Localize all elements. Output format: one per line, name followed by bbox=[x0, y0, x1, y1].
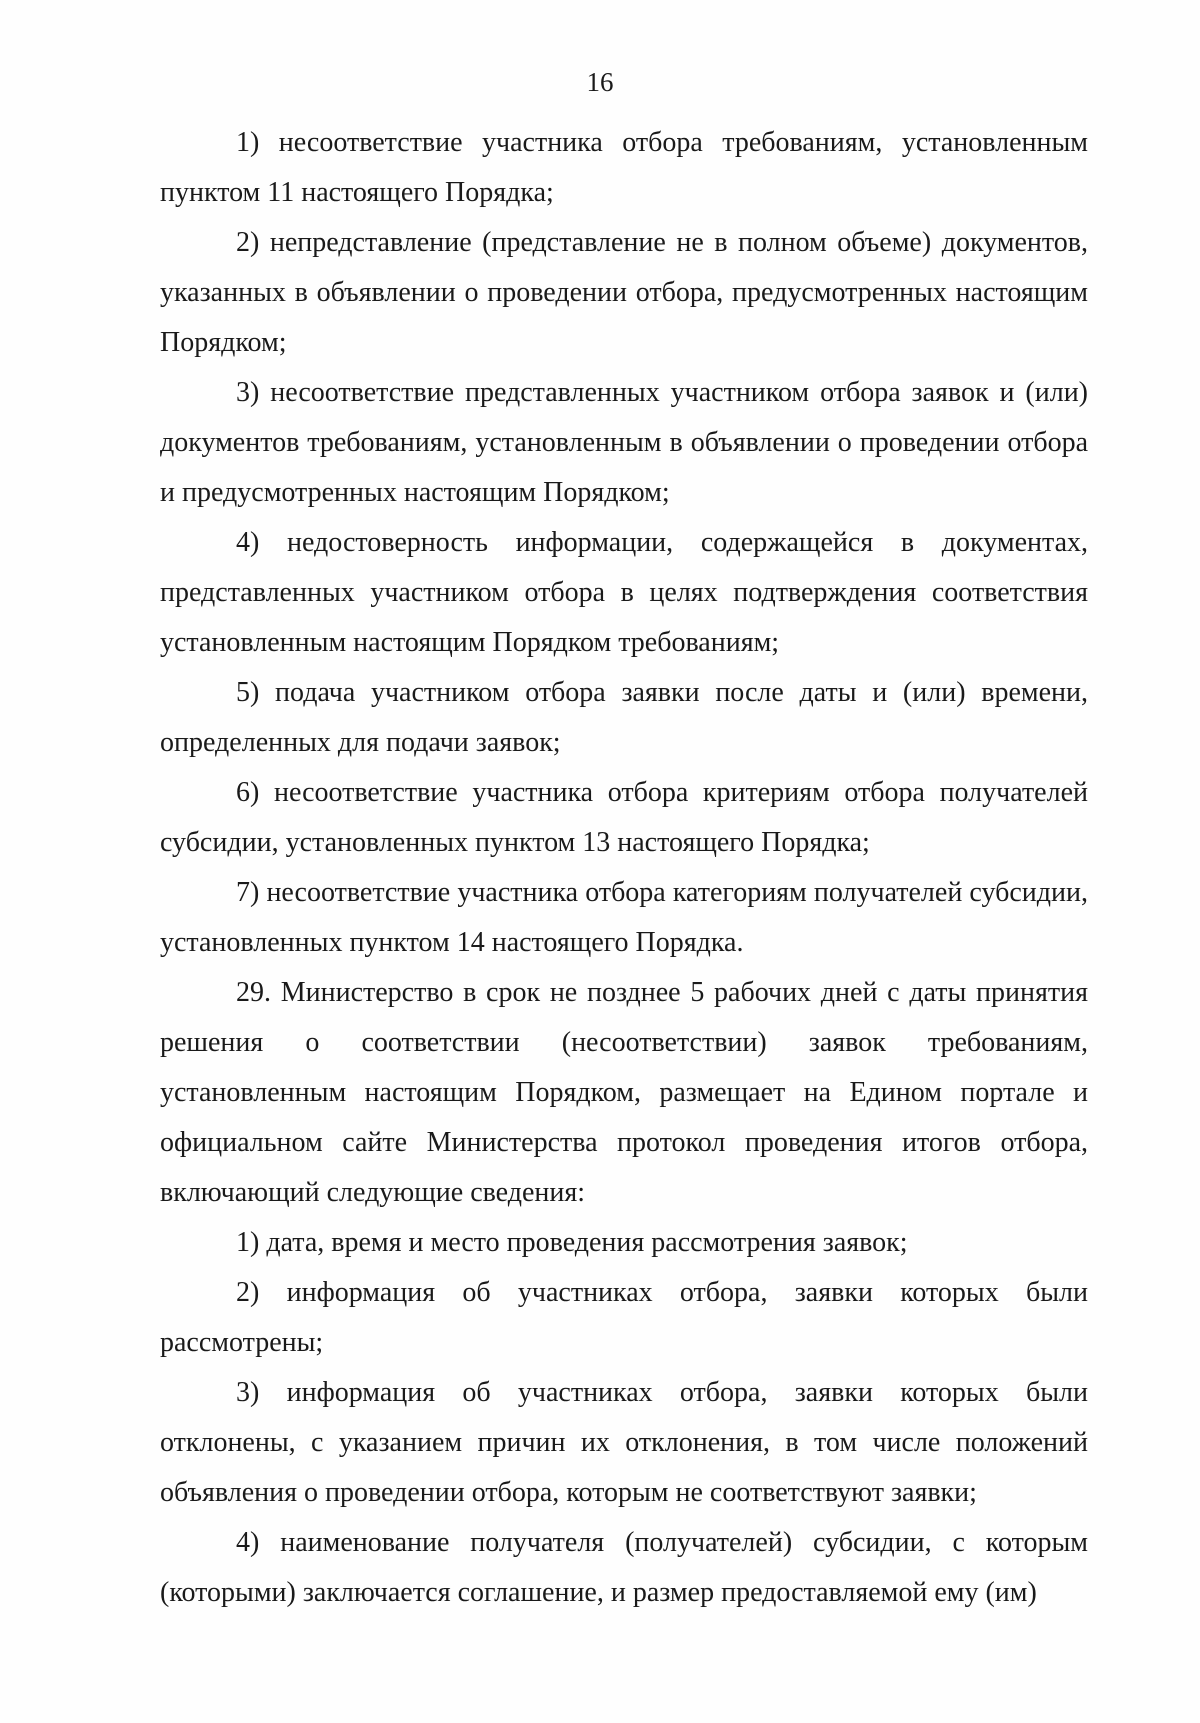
list-item-paragraph: 7) несоответствие участника отбора категориям получателей субсидии, установленных пунктом 14 настоящего Порядка. bbox=[160, 877, 1088, 958]
list-item-paragraph: 4) наименование получателя (получателей) субсидии, с которым (которыми) заключается соглашение, и размер предоставляемой ему (им) bbox=[160, 1527, 1088, 1608]
list-item-paragraph: 2) информация об участниках отбора, заявки которых были рассмотрены; bbox=[160, 1277, 1088, 1358]
section-paragraph: 29. Министерство в срок не позднее 5 рабочих дней с даты принятия решения о соответствии (несоответствии) заявок требованиям, установленным настоящим Порядком, размещает на Едином портале и официальном сайте Министерства протокол проведения итогов отбора, включающий следующие сведения: bbox=[160, 977, 1088, 1208]
page-number: 16 bbox=[586, 67, 614, 97]
list-item-paragraph: 1) дата, время и место проведения рассмотрения заявок; bbox=[236, 1227, 908, 1258]
list-item-paragraph: 3) несоответствие представленных участником отбора заявок и (или) документов требованиям, установленным в объявлении о проведении отбора и предусмотренных настоящим Порядком; bbox=[160, 377, 1088, 508]
list-item-paragraph: 6) несоответствие участника отбора критериям отбора получателей субсидии, установленных пунктом 13 настоящего Порядка; bbox=[160, 777, 1088, 858]
document-body bbox=[160, 118, 1088, 1618]
list-item-paragraph: 3) информация об участниках отбора, заявки которых были отклонены, с указанием причин их отклонения, в том числе положений объявления о проведении отбора, которым не соответствуют заявки; bbox=[160, 1377, 1088, 1508]
list-item-paragraph: 2) непредставление (представление не в полном объеме) документов, указанных в объявлении о проведении отбора, предусмотренных настоящим Порядком; bbox=[160, 227, 1088, 358]
list-item-paragraph: 5) подача участником отбора заявки после даты и (или) времени, определенных для подачи заявок; bbox=[160, 677, 1088, 758]
list-item-paragraph: 1) несоответствие участника отбора требованиям, установленным пунктом 11 настоящего Порядка; bbox=[160, 127, 1088, 208]
list-item-paragraph: 4) недостоверность информации, содержащейся в документах, представленных участником отбора в целях подтверждения соответствия установленным настоящим Порядком требованиям; bbox=[160, 527, 1088, 658]
